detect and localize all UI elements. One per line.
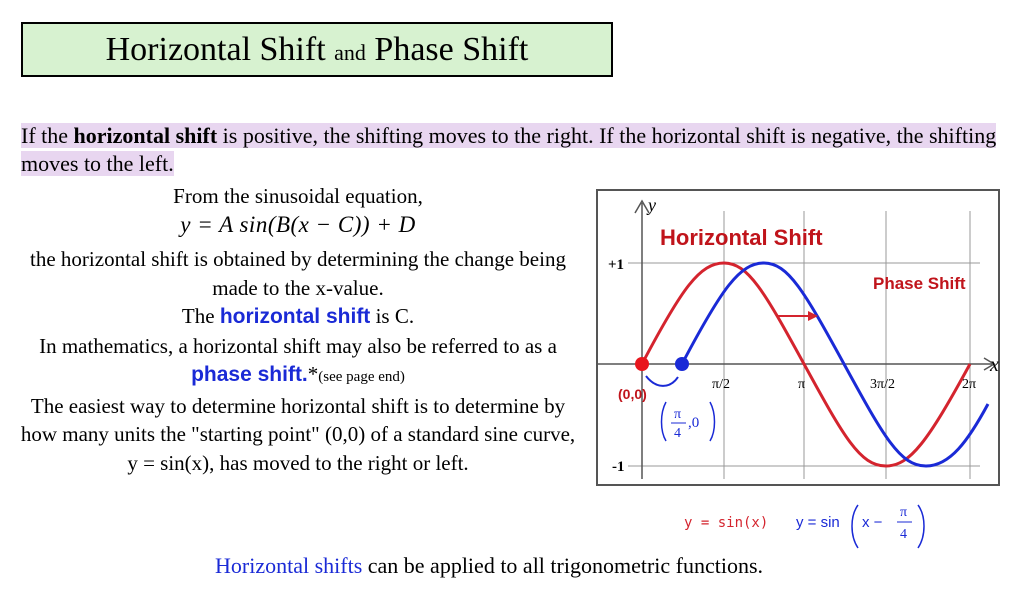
shifted-point (675, 357, 689, 371)
xtick-pi-half: π/2 (712, 377, 730, 392)
see-page-end-note: (see page end) (318, 369, 405, 385)
ytick-plus1: +1 (608, 257, 625, 273)
graph-title: Horizontal Shift (660, 225, 823, 250)
xtick-2pi: 2π (962, 377, 977, 392)
body-line5: The easiest way to determine horizontal shift is to determine by how many units the "starting point" (0,0) of a standard sine curve, y = sin(x), has moved to the right or left. (20, 393, 576, 475)
origin-label: (0,0) (618, 386, 647, 402)
phase-shift-term: phase shift. (191, 363, 308, 386)
title-part1: Horizontal Shift (105, 31, 326, 68)
red-equation: y = sin(x) (684, 515, 769, 531)
graph-caption (684, 496, 944, 559)
xtick-pi: π (798, 377, 806, 392)
bottom-rest: can be applied to all trigonometric functions. (362, 553, 764, 578)
body-line2: the horizontal shift is obtained by determining the change being made to the x-value. (30, 247, 566, 300)
shift-graph (596, 189, 1000, 486)
shift-curve-arrow-icon (646, 376, 678, 386)
title-part2: Phase Shift (374, 31, 529, 68)
shift-den: 4 (674, 426, 681, 441)
horizontal-shift-term: horizontal shift (219, 305, 371, 328)
ytick-minus1: -1 (612, 459, 625, 475)
line3-c: is C. (370, 304, 415, 328)
blue-den: 4 (900, 527, 907, 542)
intro-paragraph (21, 122, 1011, 178)
explanation-column (18, 182, 578, 477)
caption-svg (684, 496, 944, 554)
y-axis-label: y (648, 195, 656, 215)
horizontal-shifts-link[interactable]: Horizontal shifts (215, 553, 363, 578)
xtick-3pi-half: 3π/2 (870, 377, 895, 392)
line3-a: The (181, 304, 220, 328)
sinusoidal-equation: y = A sin(B(x − C)) + D (180, 211, 416, 237)
asterisk: * (307, 362, 319, 386)
blue-eq-x: x − (862, 514, 883, 531)
shift-num: π (674, 407, 682, 422)
body-line3 (18, 302, 578, 332)
blue-eq-prefix: y = sin (796, 514, 840, 531)
intro-text-2: is positive, the shifting moves to the right. If the horizontal shift is negative, the shifting moves to the left. (21, 123, 997, 176)
intro-highlight (21, 123, 996, 176)
phase-shift-label: Phase Shift (873, 274, 966, 293)
origin-point (635, 357, 649, 371)
shift-zero: ,0 (688, 415, 700, 431)
intro-text-1: If the (21, 123, 74, 148)
graph-svg (598, 191, 998, 484)
blue-num: π (900, 505, 908, 520)
line4-a: In mathematics, a horizontal shift may also be referred to as a (39, 333, 557, 358)
title-and: and (334, 40, 366, 65)
bottom-line (215, 553, 763, 579)
shift-point-label (662, 402, 715, 441)
intro-bold: horizontal shift (73, 123, 218, 148)
x-axis-label: x (990, 354, 999, 376)
body-line1: From the sinusoidal equation, (173, 184, 423, 208)
body-line4 (18, 332, 578, 392)
page-title (21, 22, 613, 77)
